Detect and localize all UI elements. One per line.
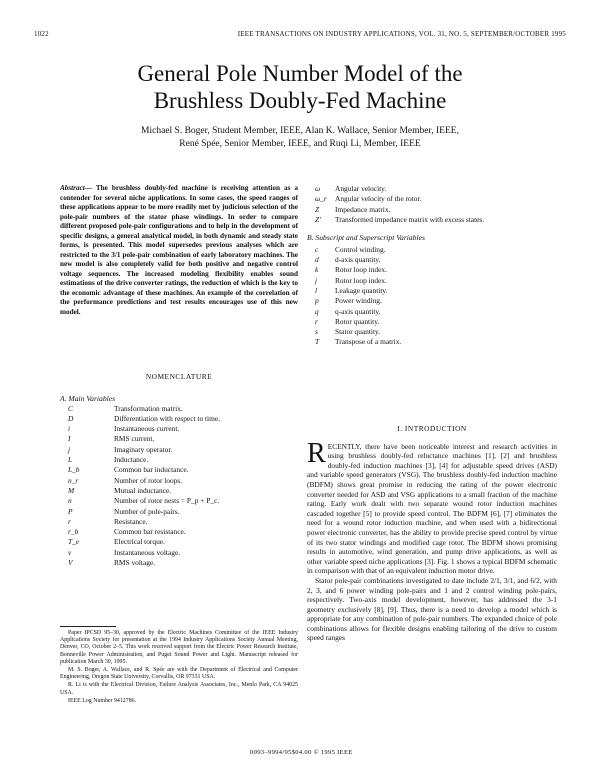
variable-definition: Impedance matrix.: [335, 204, 391, 214]
footnote: Paper IPCSD 95–30, approved by the Electric Machines Committee of the IEEE Industry Applications Society for presentation at the 1994 Industry Applications Society Annual Meeting, Denver, CO, October 2–5. This work received support from the Electric Power Research Institute, Bonneville Power Administration, and Puget Sound Power and Light. Manuscript released for publication March 30, 1995.: [60, 630, 298, 665]
variable-definition: Inductance.: [114, 455, 149, 465]
title-line-2: Brushless Doubly-Fed Machine: [153, 88, 447, 113]
sub-var-item: [307, 296, 557, 306]
variable-symbol: k: [315, 265, 319, 275]
sub-var-item: [307, 307, 557, 317]
variable-symbol: r_b: [68, 527, 79, 537]
variable-definition: d-axis quantity.: [335, 255, 381, 265]
nomenclature-title: NOMENCLATURE: [145, 372, 213, 381]
footnote: IEEE Log Number 9412786.: [68, 697, 137, 704]
main-var-item: [60, 548, 298, 558]
variable-symbol: n_r: [68, 475, 79, 485]
journal-header: IEEE TRANSACTIONS ON INDUSTRY APPLICATIONS, VOL. 31, NO. 5, SEPTEMBER/OCTOBER 1995: [237, 30, 566, 38]
author-list: [60, 125, 540, 151]
main-variables: [60, 394, 298, 568]
main-vars-list: [60, 404, 298, 569]
right-var-item: [307, 215, 557, 225]
variable-definition: Number of pole-pairs.: [114, 506, 180, 516]
variable-definition: Stator quantity.: [335, 327, 381, 337]
variable-symbol: ω: [315, 184, 321, 193]
variable-symbol: Z': [315, 214, 321, 224]
sub-var-item: [307, 327, 557, 337]
variable-symbol: c: [315, 244, 319, 254]
variable-symbol: Z: [315, 204, 320, 214]
variable-symbol: l: [315, 285, 318, 295]
intro-p1-text: ECENTLY, there have been noticeable interest and research activities in using brushless doubly-fed reluctance machines [1], [2] and brushless doubly-fed induction machines [3], [4] for adjustable speed drives (ASD) and variable speed generators (VSG). The brushless doubly-fed induction machine (BDFM) shows great promise in reducing the rating of the power electronic converter needed for ASD and VSG applications to a small fraction of the machine rating. Early work dealt with two separate wound rotor induction machines cascaded together [5] to provide speed control. The BDFM [6], [7] eliminates the need for a wound rotor induction machine, and when used with a bidirectional power electronic converter, has the ability to provide precise speed control by virtue of its two stator windings and modified cage rotor. The BDFM shows promising results in automotive, wind generation, and pump drive applications, as well as other variable speed niche applications [3]. Fig. 1 shows a typical BDFM schematic in comparison with that of an equivalent induction motor drive.: [307, 441, 557, 576]
variable-definition: RMS voltage.: [114, 558, 156, 568]
authors-line-1: Michael S. Boger, Student Member, IEEE, Alan K. Wallace, Senior Member, IEEE,: [141, 126, 459, 136]
variable-symbol: L_b: [68, 465, 80, 475]
right-var-item: [307, 205, 557, 215]
variable-definition: Common bar resistance.: [114, 527, 186, 537]
sub-var-item: [307, 317, 557, 327]
variable-definition: Control winding.: [335, 244, 386, 254]
abstract-text: The brushless doubly-fed machine is receiving attention as a contender for several niche applications. In some cases, the speed ranges of these applications appear to be more readily met by judicious selection of the pole-pair numbers of the stator phase windings. In order to compare different proposed pole-pair configurations and to help in the development of specific designs, a general analytical model, in both dynamic and steady state forms, is presented. This model supersedes previous analyses which are restricted to the 3/1 pole-pair combination of early laboratory machines. The new model is also completely valid for both positive and negative control voltage sequences. The increased modeling flexibility enables sound estimations of the drive converter ratings, the reduction of which is the key to the economic advantage of these machines. An example of the correlation of the performance predictions and test results encourages use of this new model.: [60, 184, 298, 316]
variable-definition: Number of rotor loops.: [114, 475, 183, 485]
variable-definition: Instantaneous voltage.: [114, 547, 181, 557]
variable-symbol: I: [68, 434, 71, 444]
variable-symbol: ω_r: [315, 194, 327, 204]
variable-definition: Rotor loop index.: [335, 275, 387, 285]
main-var-item: [60, 486, 298, 496]
intro-paragraph-1: [307, 437, 557, 576]
main-var-item: [60, 465, 298, 475]
variable-definition: Imaginary operator.: [114, 444, 173, 454]
main-var-item: [60, 434, 298, 444]
variable-definition: Power winding.: [335, 296, 382, 306]
footnotes: [60, 630, 298, 706]
variable-symbol: C: [68, 403, 73, 413]
variable-definition: Resistance.: [114, 516, 148, 526]
variable-definition: Rotor quantity.: [335, 316, 380, 326]
main-var-item: [60, 424, 298, 434]
variable-symbol: L: [68, 455, 73, 465]
variable-symbol: j: [315, 275, 318, 285]
sub-var-item: [307, 245, 557, 255]
authors-line-2: René Spée, Senior Member, IEEE, and Ruqi Li, Member, IEEE: [179, 139, 421, 149]
variable-definition: Instantaneous current.: [114, 424, 180, 434]
sub-var-item: [307, 337, 557, 347]
nomenclature-heading: [60, 372, 298, 382]
main-var-item: [60, 517, 298, 527]
variable-symbol: p: [315, 296, 319, 306]
variable-symbol: q: [315, 306, 319, 316]
variable-definition: Transpose of a matrix.: [335, 337, 402, 347]
variable-definition: Angular velocity of the rotor.: [335, 194, 422, 204]
variable-symbol: i: [68, 424, 71, 434]
main-var-item: [60, 414, 298, 424]
variable-definition: RMS current.: [114, 434, 155, 444]
main-var-item: [60, 558, 298, 568]
variable-symbol: d: [315, 255, 319, 265]
variable-definition: Rotor loop index.: [335, 265, 387, 275]
right-vars-list: [307, 184, 557, 225]
sub-var-item: [307, 265, 557, 275]
main-var-item: [60, 537, 298, 547]
sub-var-item: [307, 255, 557, 265]
main-var-item: [60, 455, 298, 465]
sub-var-item: [307, 276, 557, 286]
intro-paragraph-2: Stator pole-pair combinations investigated to date include 2/1, 3/1, and 6/2, with 2, 3, and 6 power winding pole-pairs and 1 and 2 control winding pole-pairs, respectively. Two-axis model development, however, has addressed the 3-1 geometry exclusively [8], [9]. Thus, there is a need to develop a model which is appropriate for any combination of pole-pair numbers. The expanded choice of pole combinations allows for flexible designs enabling tailoring of the drive to custom speed ranges: [307, 575, 557, 643]
variable-symbol: s: [315, 327, 318, 337]
main-var-item: [60, 476, 298, 486]
variable-definition: Transformed impedance matrix with excess states.: [335, 214, 485, 224]
main-var-item: [60, 527, 298, 537]
variable-definition: q-axis quantity.: [335, 306, 381, 316]
variable-definition: Transformation matrix.: [114, 403, 183, 413]
abstract: [60, 184, 298, 317]
footnote: M. S. Boger, A. Wallace, and R. Spée are with the Department of Electrical and Computer Engineering, Oregon State University, Corvallis, OR 97331 USA.: [60, 667, 298, 681]
paper-title: [0, 60, 600, 114]
variable-definition: Common bar inductance.: [114, 465, 189, 475]
right-var-item: [307, 194, 557, 204]
main-var-item: [60, 445, 298, 455]
abstract-label: Abstract—: [60, 184, 92, 192]
copyright-code: 0093–9994/95$04.00 © 1995 IEEE: [250, 749, 353, 756]
variable-definition: Angular velocity.: [335, 184, 387, 193]
variable-definition: Differentiation with respect to time.: [114, 413, 220, 423]
variable-symbol: T_e: [68, 537, 80, 547]
variable-definition: Electrical torque.: [114, 537, 165, 547]
main-vars-heading: A. Main Variables: [60, 394, 116, 403]
sub-vars-heading: B. Subscript and Superscript Variables: [307, 233, 425, 243]
variable-symbol: M: [68, 485, 75, 495]
right-variables: [307, 184, 557, 348]
main-var-item: [60, 404, 298, 414]
introduction: [307, 424, 557, 643]
variable-definition: Leakage quantity.: [335, 285, 388, 295]
variable-definition: Number of rotor nests = P_p + P_c.: [114, 496, 220, 506]
variable-symbol: j: [68, 444, 71, 454]
sub-vars-list: [307, 245, 557, 348]
variable-definition: Mutual inductance.: [114, 485, 172, 495]
footnote: R. Li is with the Electrical Division, Failure Analysis Associates, Inc., Menlo Park, CA 94025 USA.: [60, 682, 298, 696]
variable-symbol: T: [315, 337, 320, 347]
variable-symbol: v: [68, 547, 72, 557]
title-line-1: General Pole Number Model of the: [137, 61, 463, 86]
variable-symbol: D: [68, 413, 74, 423]
variable-symbol: r: [315, 316, 318, 326]
footnote-rule: [60, 626, 116, 627]
running-header: [34, 30, 566, 42]
dropcap: R: [307, 437, 326, 469]
variable-symbol: n: [68, 496, 72, 506]
right-var-item: [307, 184, 557, 194]
variable-symbol: V: [68, 558, 73, 568]
page-number: 1022: [34, 30, 49, 38]
main-var-item: [60, 507, 298, 517]
main-var-item: [60, 496, 298, 506]
variable-symbol: r: [68, 516, 71, 526]
variable-symbol: P: [68, 506, 73, 516]
sub-var-item: [307, 286, 557, 296]
intro-heading: I. INTRODUCTION: [397, 424, 467, 433]
